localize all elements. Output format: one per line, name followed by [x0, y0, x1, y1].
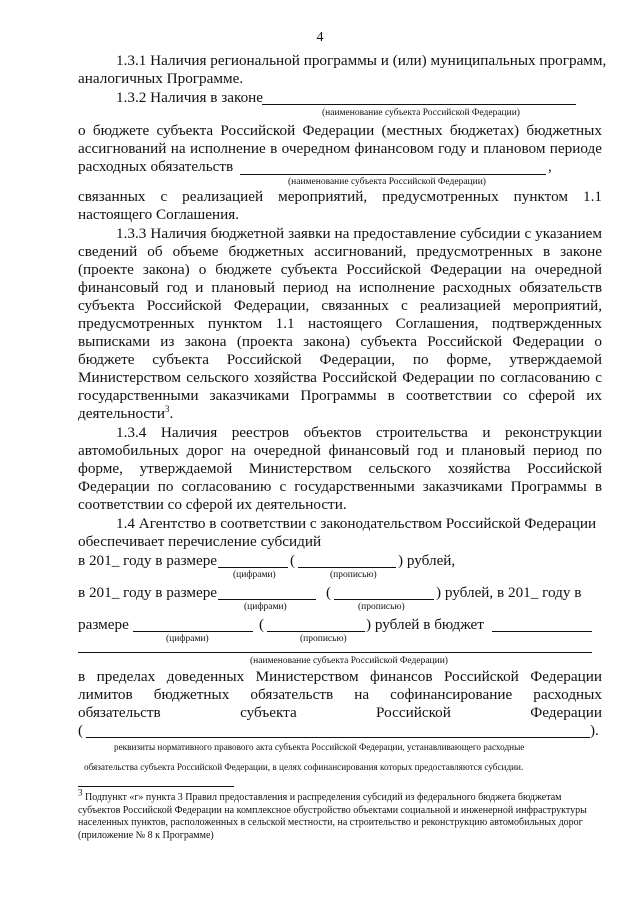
field-caption: (цифрами) — [233, 570, 276, 580]
text-line: 1.3.3 Наличия бюджетной заявки на предоставление субсидии с указанием — [116, 225, 602, 242]
fill-in-line — [133, 631, 253, 632]
text-line: обязательств субъекта Российской Федерации — [78, 704, 602, 721]
text-line: выписками из закона (проекта закона) субъекта Российской Федерации о — [78, 333, 602, 350]
text-line: в 201_ году в размере — [78, 584, 218, 601]
field-caption: обязательства субъекта Российской Федерации, в целях софинансирования которых предоставляются субсидии. — [84, 762, 524, 772]
field-caption: (наименование субъекта Российской Федерации) — [250, 656, 448, 666]
text-line: Федерации по согласованию с государственными заказчиками Программы в — [78, 478, 602, 495]
text-line: ) рублей, — [398, 552, 456, 569]
text-line: о бюджете субъекта Российской Федерации (местных бюджетах) бюджетных — [78, 122, 602, 139]
field-caption: (прописью) — [358, 602, 405, 612]
text-line: ( — [290, 552, 296, 569]
field-caption: (прописью) — [330, 570, 377, 580]
field-caption: реквизиты нормативного правового акта субъекта Российской Федерации, устанавливающего расходные — [114, 742, 525, 752]
text-line: бюджете субъекта Российской Федерации, по форме, утверждаемой — [78, 351, 602, 368]
field-caption: (прописью) — [300, 634, 347, 644]
text-line: лимитов бюджетных обязательств на софинансирование расходных — [78, 686, 602, 703]
footnote-ref: 3 — [164, 403, 170, 414]
fill-in-line — [298, 567, 396, 568]
text-line: субъекта Российской Федерации, связанных с реализацией мероприятий, — [78, 297, 602, 314]
text-line: обеспечивает перечисление субсидий — [78, 533, 322, 550]
text-line: ) рублей, в 201_ году в — [436, 584, 582, 601]
text-line: 1.3.2 Наличия в законе — [116, 89, 264, 106]
text-line: 1.3.4 Наличия реестров объектов строительства и реконструкции — [116, 424, 602, 441]
text-line: расходных обязательств — [78, 158, 234, 175]
text-line: деятельности$^3$. — [78, 403, 174, 422]
text-line: сведений об объеме бюджетных ассигнований, предусмотренных в законе — [78, 243, 602, 260]
text-line: в пределах доведенных Министерством финансов Российской Федерации — [78, 668, 602, 685]
field-caption: (наименование субъекта Российской Федерации) — [288, 177, 486, 187]
text-line: в 201_ году в размере — [78, 552, 218, 569]
text-line: финансовый год и плановый период на исполнение расходных обязательств — [78, 279, 602, 296]
text-line: настоящего Соглашения. — [78, 206, 239, 223]
text-line: 1.3.1 Наличия региональной программы и (или) муниципальных программ, — [116, 52, 607, 69]
fill-in-line — [218, 599, 316, 600]
footnote — [78, 787, 602, 842]
fill-in-line — [262, 104, 576, 105]
fill-in-line — [78, 652, 592, 653]
text-line: Министерством сельского хозяйства Российской Федерации по согласованию с — [78, 369, 602, 386]
footnote-mark: 3 — [78, 787, 83, 798]
text-line: , — [548, 158, 552, 175]
fill-in-line — [334, 599, 434, 600]
text-line: ). — [590, 722, 599, 739]
text-line: связанных с реализацией мероприятий, предусмотренных пунктом 1.1 — [78, 188, 602, 205]
text-line: (проекте закона) о бюджете субъекта Российской Федерации на очередной — [78, 261, 602, 278]
text-line: ) рублей в бюджет — [366, 616, 484, 633]
text-line: аналогичных Программе. — [78, 70, 244, 87]
text-line: государственными заказчиками Программы в соответствии со сферой их — [78, 387, 602, 404]
fill-in-line — [86, 737, 590, 738]
text-line: 1.4 Агентство в соответствии с законодательством Российской Федерации — [116, 515, 597, 532]
fill-in-line — [267, 631, 365, 632]
page-number: 4 — [316, 30, 324, 45]
text-line: ( — [259, 616, 265, 633]
text-line: ассигнований на исполнение в очередном финансовом году и плановом периоде — [78, 140, 602, 157]
fill-in-line — [240, 174, 546, 175]
fill-in-line — [218, 567, 288, 568]
text-line: предусмотренных пунктом 1.1 настоящего Соглашения, подтвержденных — [78, 315, 602, 332]
field-caption: (цифрами) — [166, 634, 209, 644]
text-line: соответствии со сферой их деятельности. — [78, 496, 347, 513]
fill-in-line — [492, 631, 592, 632]
footnote-separator — [78, 786, 234, 787]
footnote-text: Подпункт «г» пункта 3 Правил предоставления и распределения субсидий из федерального бюджета бюджетам субъектов Российской Федерации на комплексное обустройство объектами социальной и инженерной инфраструктуры населенных пунктов, расположенных в сельской местности, на строительство и реконструкцию автомобильных дорог (приложение № 8 к Программе) — [78, 792, 587, 841]
field-caption: (цифрами) — [244, 602, 287, 612]
text-line: размере — [78, 616, 129, 633]
field-caption: (наименование субъекта Российской Федерации) — [322, 108, 520, 118]
text-line: ( — [326, 584, 332, 601]
text-line: автомобильных дорог на очередной финансовый год и плановый период по — [78, 442, 602, 459]
text-line: ( — [78, 722, 84, 739]
text-line: форме, утверждаемой Министерством сельского хозяйства Российской — [78, 460, 602, 477]
